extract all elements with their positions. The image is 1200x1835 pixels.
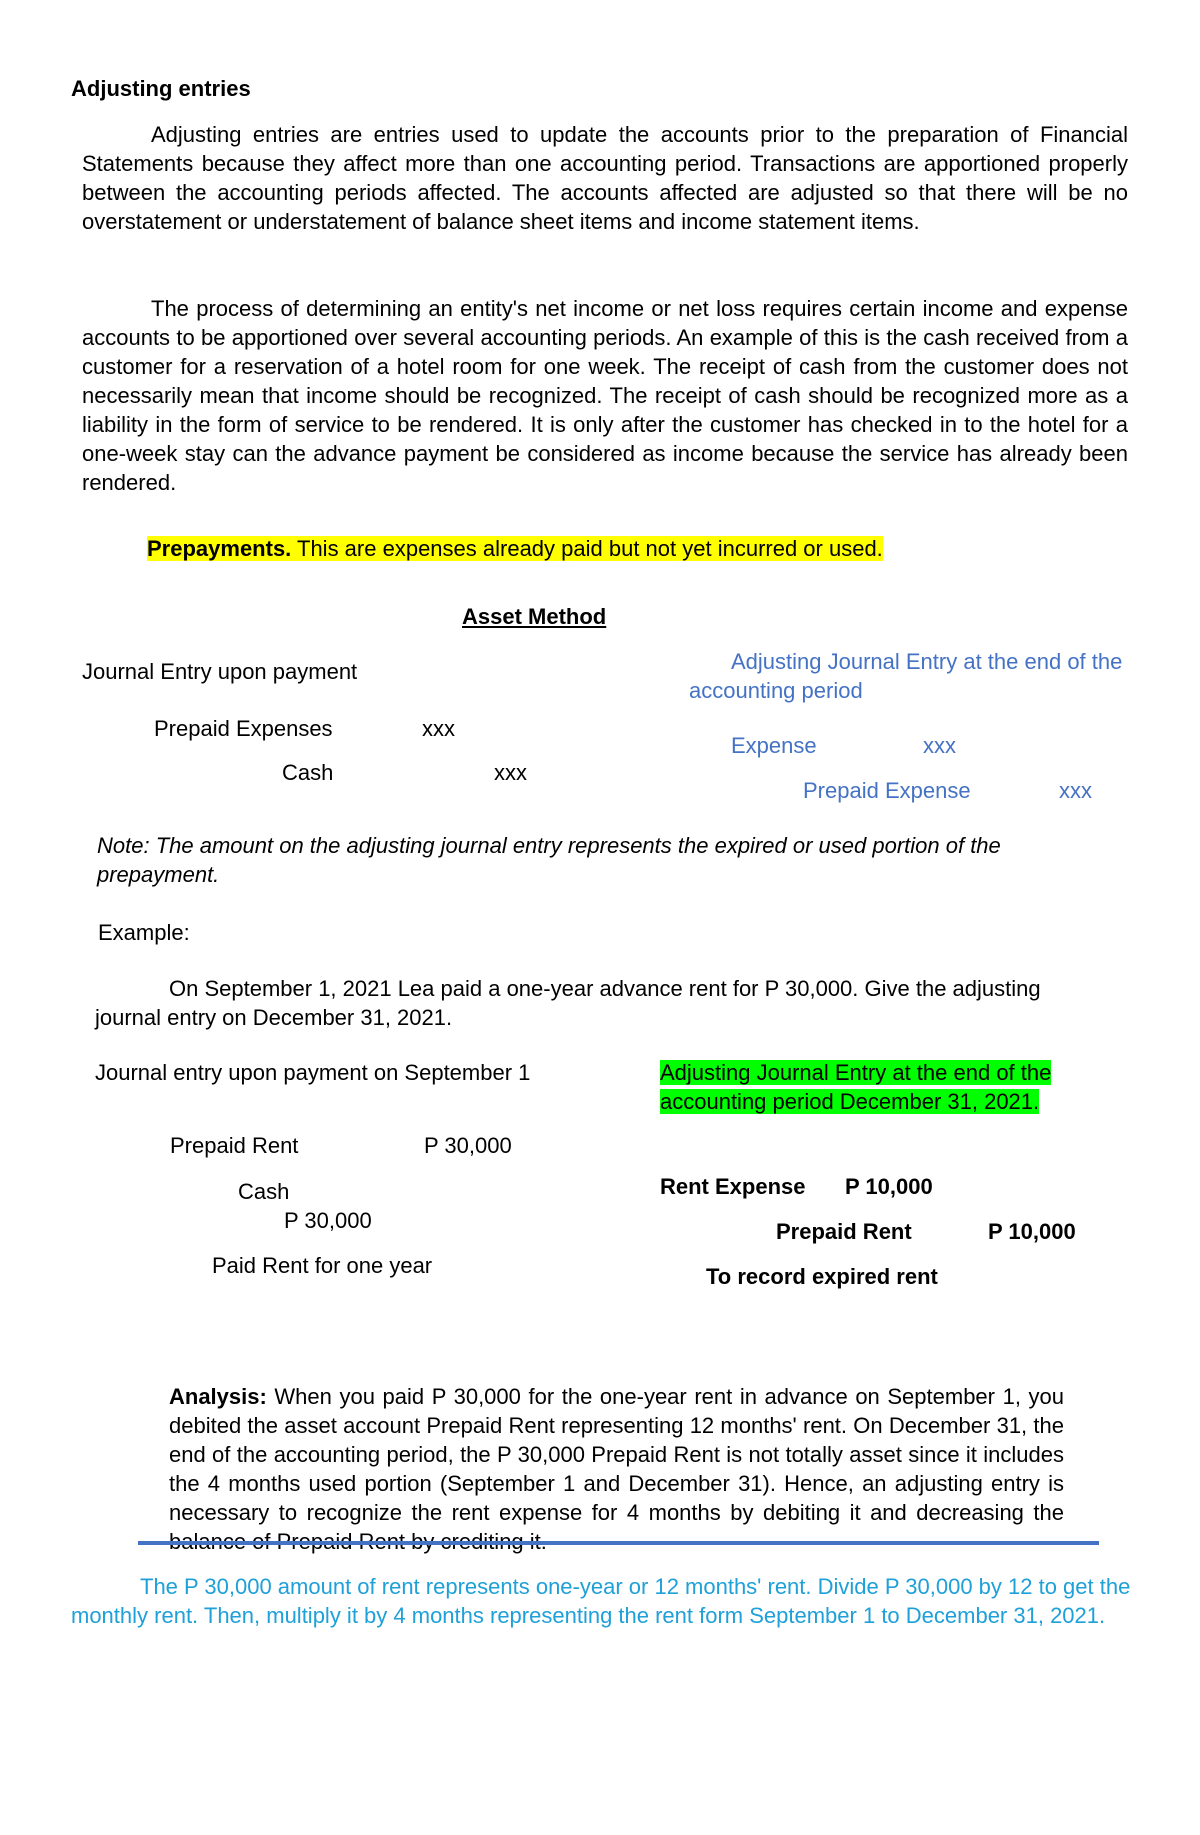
example-adjusting-label bbox=[660, 1058, 1100, 1116]
adjusting-entry-label: Adjusting Journal Entry at the end of the accounting period bbox=[689, 649, 1123, 703]
analysis-text: When you paid P 30,000 for the one-year rent in advance on September 1, you debited the asset account Prepaid Rent representing 12 months' rent. On December 31, the end of the accounting period, the P 30,000 Prepaid Rent is not totally asset since it includes the 4 months used portion (September 1 and December 31). Hence, an adjusting entry is necessary to recognize the rent expense for 4 months by debiting it and decreasing the bbox=[169, 1384, 1064, 1525]
prepayments-definition bbox=[147, 534, 883, 563]
adjusting-credit-account: Prepaid Expense bbox=[803, 778, 971, 803]
example-label: Example: bbox=[98, 920, 190, 945]
example-adjusting-credit-account: Prepaid Rent bbox=[776, 1219, 912, 1244]
analysis-term: Analysis: bbox=[169, 1384, 267, 1409]
example-adjusting-label-text: Adjusting Journal Entry at the end of the accounting period December 31, 2021. bbox=[660, 1060, 1052, 1114]
asset-method-title: Asset Method bbox=[462, 604, 607, 629]
example-adjusting-explanation: To record expired rent bbox=[706, 1264, 938, 1289]
divider-line bbox=[138, 1541, 1099, 1545]
credit-amount: xxx bbox=[494, 760, 527, 785]
adjusting-credit-amount: xxx bbox=[1059, 778, 1092, 803]
note: Note: The amount on the adjusting journal entry represents the expired or used portion of the prepayment. bbox=[97, 833, 1001, 887]
example-payment-explanation: Paid Rent for one year bbox=[212, 1253, 433, 1278]
example-payment-label: Journal entry upon payment on September 1 bbox=[95, 1060, 531, 1085]
page-heading: Adjusting entries bbox=[71, 76, 251, 101]
debit-amount: xxx bbox=[422, 716, 455, 741]
example-debit-account: Prepaid Rent bbox=[170, 1133, 299, 1158]
adjusting-debit-account: Expense bbox=[731, 733, 817, 758]
example-credit-account: Cash bbox=[238, 1179, 290, 1204]
prepayments-term: Prepayments. bbox=[147, 536, 292, 561]
paragraph-process: The process of determining an entity's net income or net loss requires certain income and expense accounts to be apportioned over several accounting periods. An example of this is the cash received from a customer for a reservation of a hotel room for one week. The receipt of cash from the customer does not necessarily mean that income should be recognized. The receipt of cash should be recognized more as a liability in the form of service to be rendered. It is only after the customer has checked in to the hotel for a one-week stay can the advance payment be considered as income because the service has already been rendered. bbox=[82, 296, 1128, 495]
paragraph-adjusting-definition: Adjusting entries are entries used to update the accounts prior to the preparation of Financial Statements because they affect more than one accounting period. Transactions are apportioned properly between the accounting periods affected. The accounts affected are adjusted so that there will be no overstatement or understatement of balance sheet items and income statement items. bbox=[82, 122, 1128, 234]
example-text: On September 1, 2021 Lea paid a one-year advance rent for P 30,000. Give the adjusting journal entry on December 31, 2021. bbox=[95, 976, 1041, 1030]
adjusting-debit-amount: xxx bbox=[923, 733, 956, 758]
credit-account: Cash bbox=[282, 760, 334, 785]
example-debit-amount: P 30,000 bbox=[424, 1133, 512, 1158]
prepayments-text: This are expenses already paid but not yet incurred or used. bbox=[291, 536, 883, 561]
example-adjusting-credit-amount: P 10,000 bbox=[988, 1219, 1076, 1244]
example-credit-amount: P 30,000 bbox=[284, 1208, 372, 1233]
example-adjusting-debit-amount: P 10,000 bbox=[845, 1174, 933, 1199]
debit-account: Prepaid Expenses bbox=[154, 716, 333, 741]
example-adjusting-debit-account: Rent Expense bbox=[660, 1174, 806, 1199]
journal-entry-label: Journal Entry upon payment bbox=[82, 659, 358, 684]
analysis-paragraph bbox=[169, 1382, 1064, 1556]
computation-note: The P 30,000 amount of rent represents one-year or 12 months' rent. Divide P 30,000 by 12 to get the monthly rent. Then, multiply it by 4 months representing the rent form September 1 to December 31, 2021. bbox=[71, 1574, 1131, 1628]
